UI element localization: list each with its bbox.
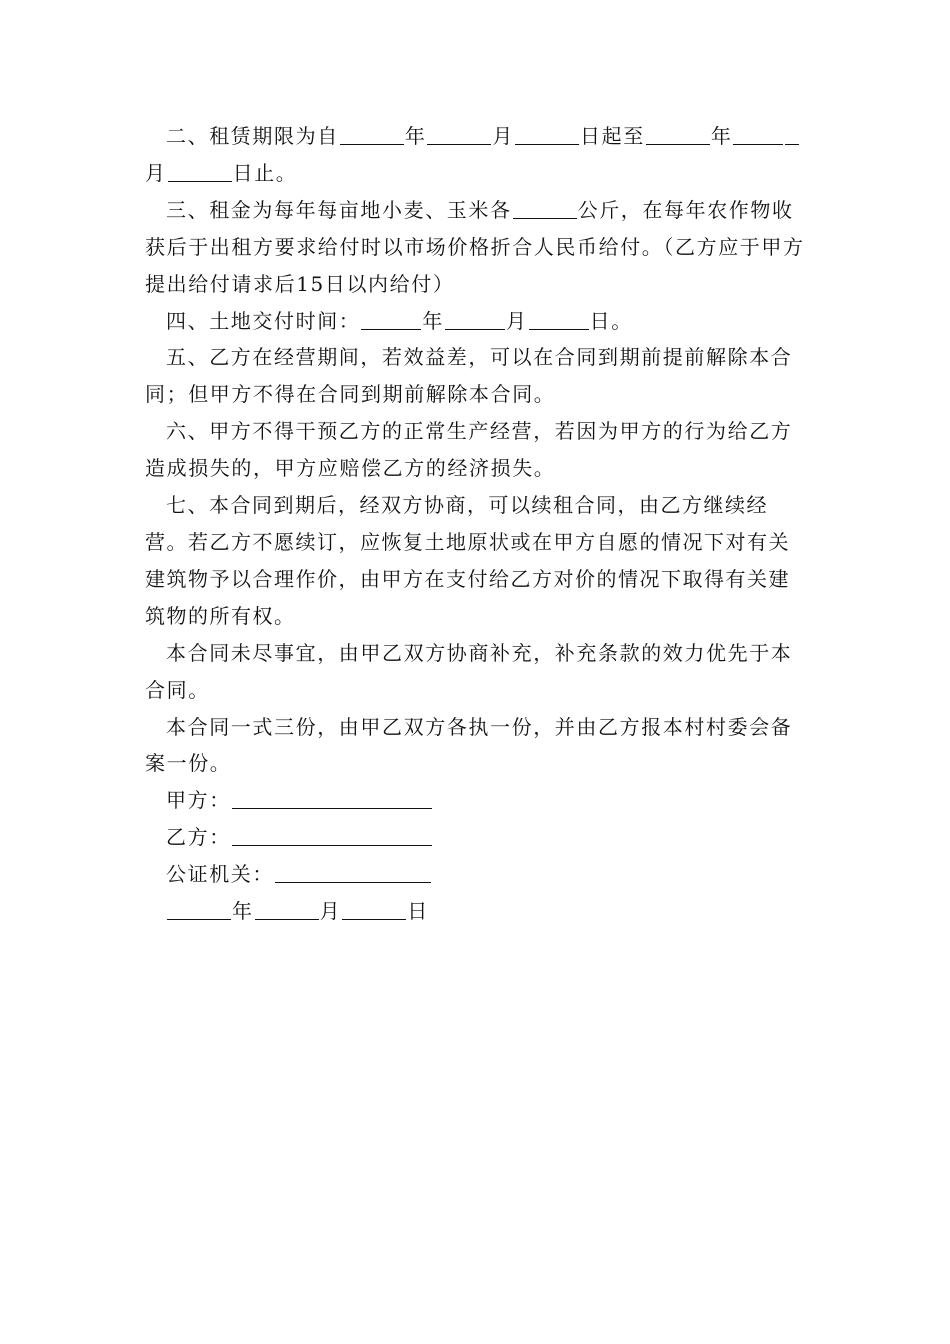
month-label: 月	[145, 160, 167, 185]
end-month-blank-a	[733, 126, 783, 145]
end-day-blank	[168, 163, 232, 182]
signature-party-a	[145, 782, 809, 819]
notary-blank	[275, 864, 431, 883]
clause-2-text: 二、租赁期限为自	[166, 124, 339, 148]
party-a-blank	[232, 790, 432, 809]
party-b-blank	[232, 827, 432, 846]
clause-rent	[145, 192, 809, 303]
rent-quantity-blank	[513, 200, 577, 219]
end-year-blank	[646, 126, 710, 145]
signature-party-b	[145, 819, 809, 856]
clause-2-until: 日起至	[580, 124, 645, 148]
start-day-blank	[515, 126, 579, 145]
clause-4-text: 四、土地交付时间：	[166, 308, 361, 333]
delivery-day-blank	[529, 311, 589, 330]
end-month-blank-b	[785, 126, 799, 145]
signature-notary	[145, 856, 809, 893]
sign-year-blank	[167, 901, 231, 920]
clause-copies: 本合同一式三份，由甲乙双方各执一份，并由乙方报本村村委会备案一份。	[145, 714, 793, 776]
clause-2-end: 日止。	[232, 160, 298, 185]
signing-date	[145, 893, 809, 930]
delivery-year-blank	[361, 311, 421, 330]
contract-body	[145, 118, 809, 930]
sign-month-blank	[255, 901, 319, 920]
month-label: 月	[506, 308, 528, 333]
year-label: 年	[232, 899, 254, 924]
start-year-blank	[340, 126, 404, 145]
clause-lease-term	[145, 118, 809, 192]
year-label: 年	[422, 308, 445, 333]
delivery-month-blank	[445, 311, 505, 330]
notary-label: 公证机关：	[166, 862, 274, 887]
clause-3-rest: 公斤，在每年农作物收获后于出租方要求给付时以市场价格折合人民币给付。（乙方应于甲方提出给付请求后15日以内给付）	[145, 197, 805, 296]
start-month-blank	[427, 126, 491, 145]
day-label: 日	[407, 899, 429, 924]
party-a-label: 甲方：	[166, 788, 231, 813]
year-label: 年	[710, 124, 733, 148]
clause-delivery-time	[145, 303, 809, 340]
sign-day-blank	[342, 901, 406, 920]
day-label: 日。	[589, 308, 633, 333]
clause-interference: 六、甲方不得干预乙方的正常生产经营，若因为甲方的行为给乙方造成损失的，甲方应赔偿乙方的经济损失。	[145, 419, 793, 481]
clause-3-text: 三、租金为每年每亩地小麦、玉米各	[166, 197, 512, 222]
clause-expiry: 七、本合同到期后，经双方协商，可以续租合同，由乙方继续经营。若乙方不愿续订，应恢复土地原状或在甲方自愿的情况下对有关建筑物予以合理作价，由甲方在支付给乙方对价的情况下取得有关建筑物的所有权。	[145, 493, 790, 628]
clause-supplement: 本合同未尽事宜，由甲乙双方协商补充，补充条款的效力优先于本合同。	[145, 640, 793, 702]
party-b-label: 乙方：	[166, 825, 231, 850]
clause-termination: 五、乙方在经营期间，若效益差，可以在合同到期前提前解除本合同；但甲方不得在合同到期前解除本合同。	[145, 345, 793, 407]
month-label: 月	[492, 124, 515, 148]
month-label: 月	[319, 899, 342, 924]
year-label: 年	[404, 124, 427, 148]
